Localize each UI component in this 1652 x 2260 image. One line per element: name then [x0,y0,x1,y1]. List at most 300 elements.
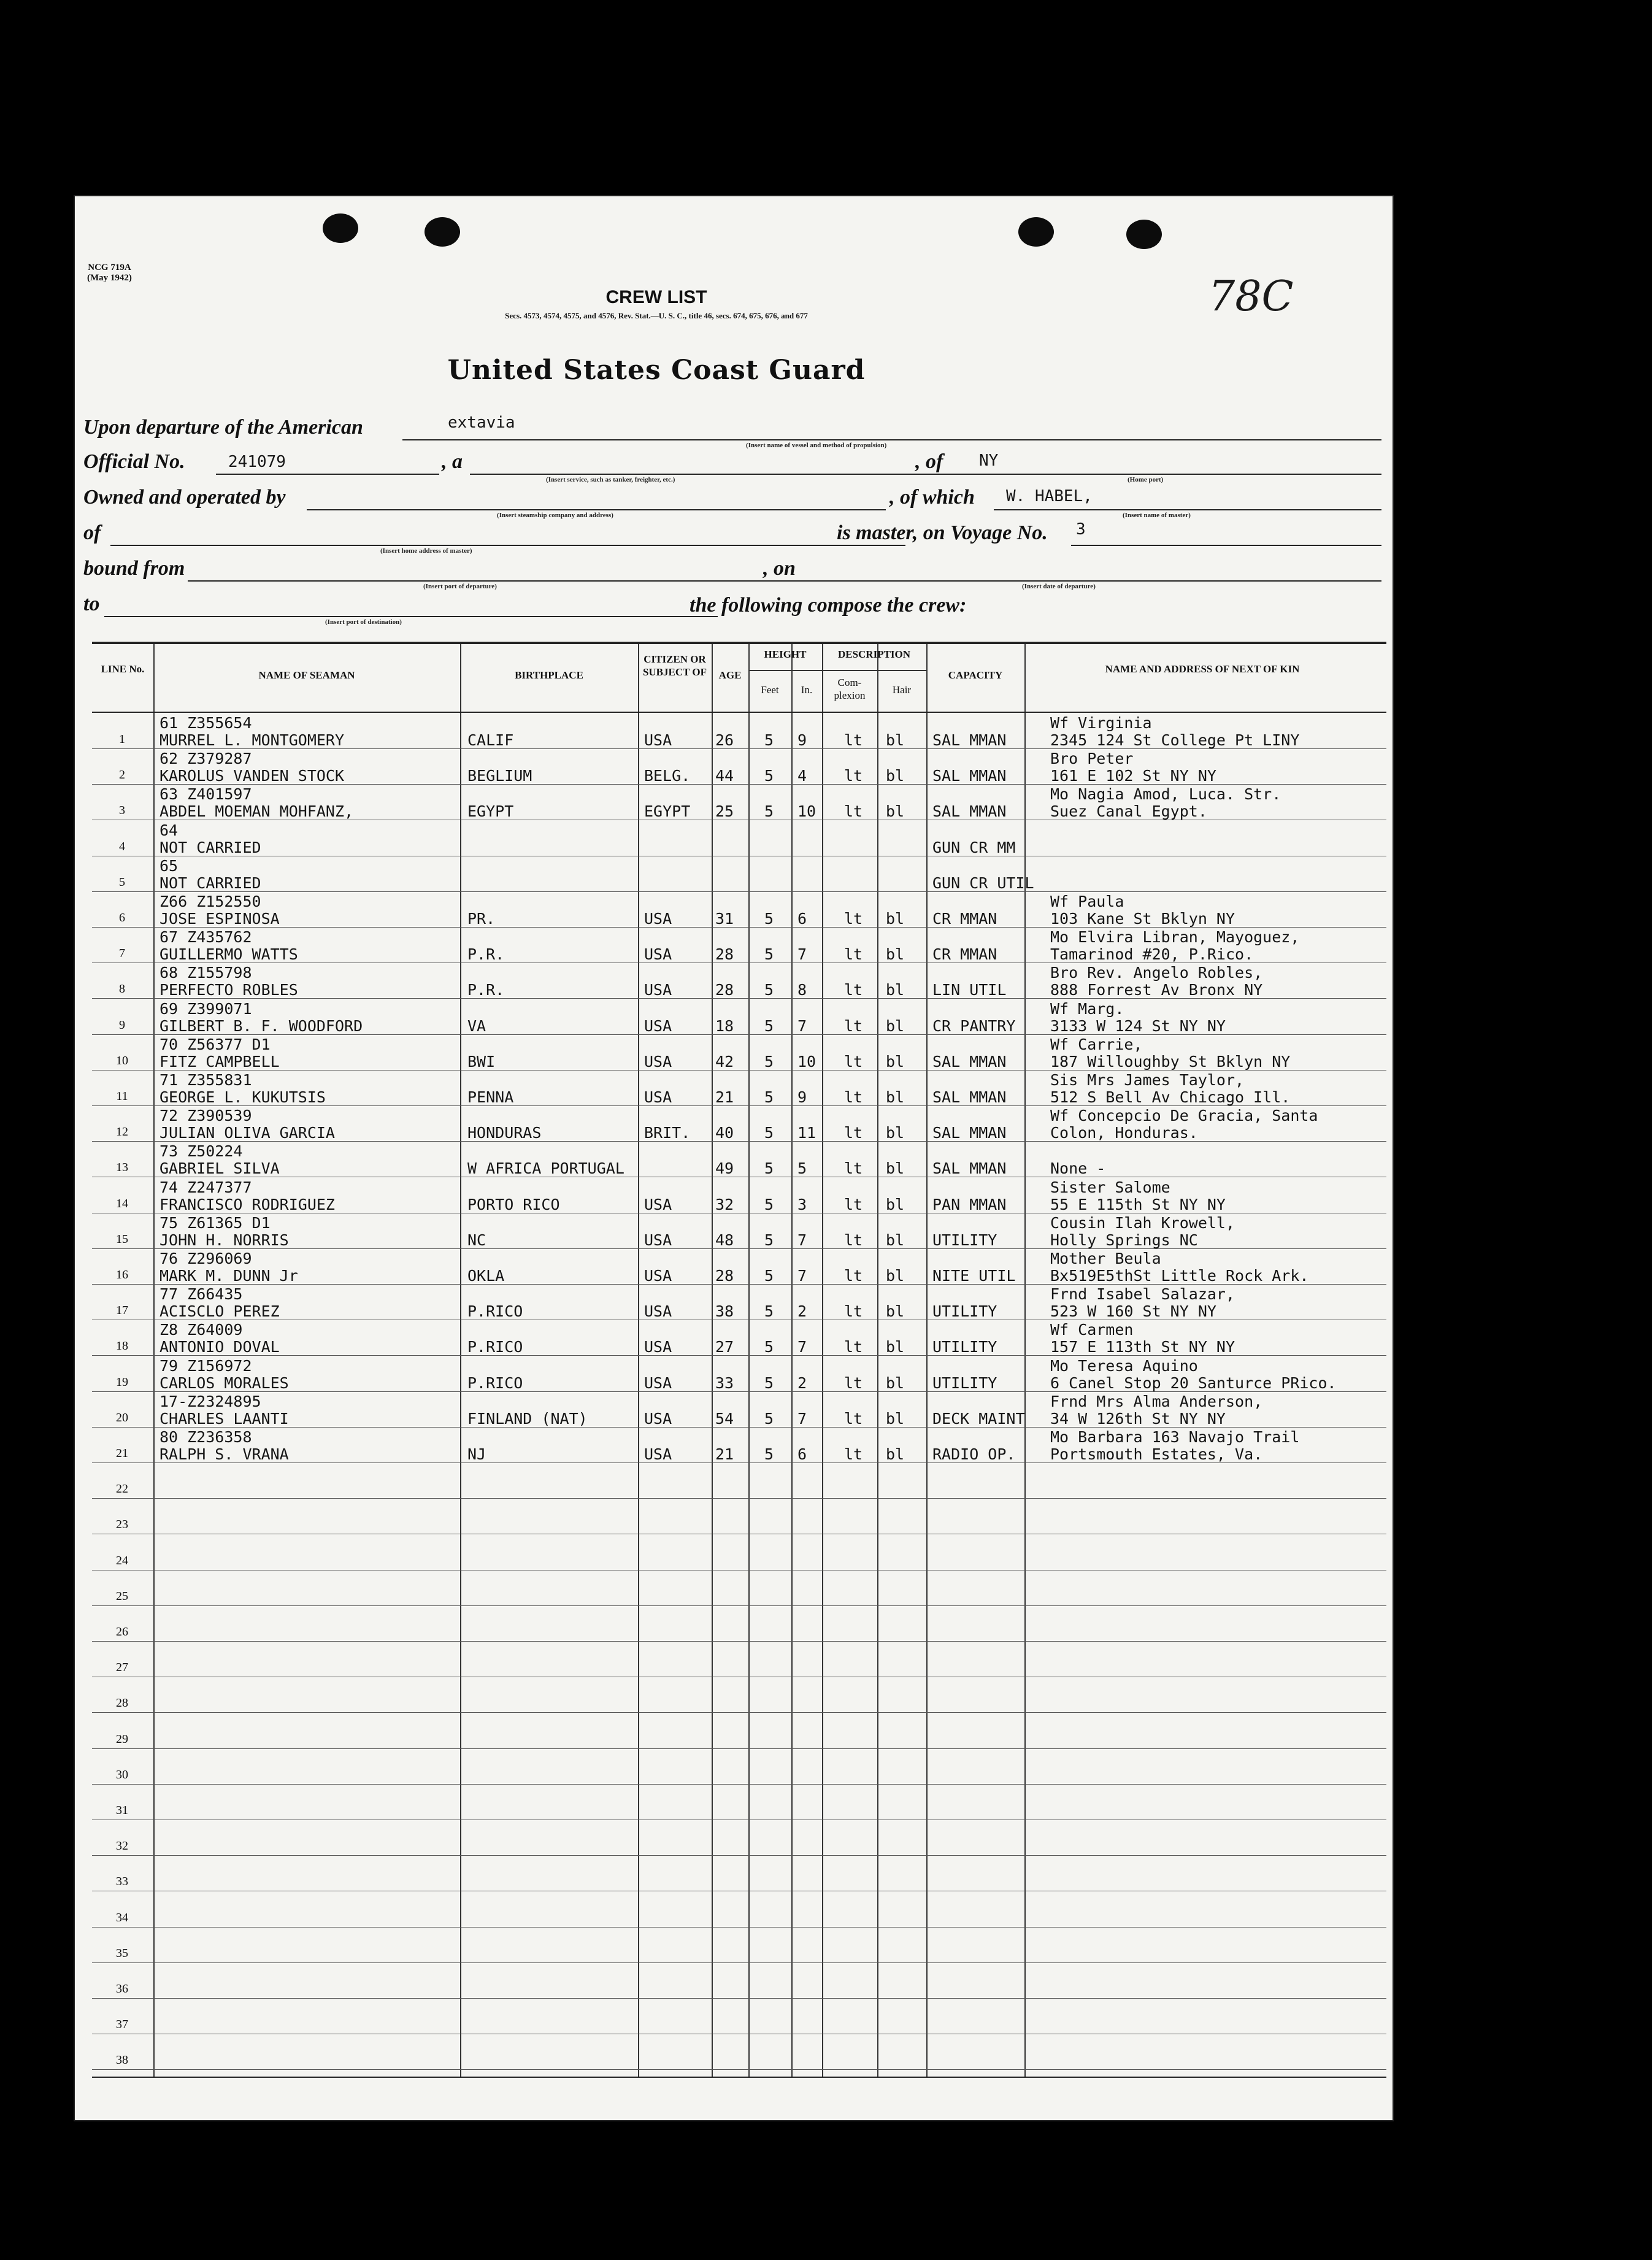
vessel-name: extavia [448,413,515,432]
seaman-name: GEORGE L. KUKUTSIS [159,1088,326,1106]
age: 28 [715,945,734,964]
line-number: 25 [116,1589,128,1603]
kin-address: Tamarinod #20, P.Rico. [1050,945,1254,964]
crew-id: 72 Z390539 [159,1107,252,1125]
birthplace: P.RICO [467,1338,523,1356]
citizen: USA [644,731,672,749]
table-row [92,1927,1386,1963]
capacity: DECK MAINT [932,1409,1025,1428]
crew-id: 69 Z399071 [159,999,252,1018]
birthplace: EGYPT [467,802,514,821]
kin-address: 103 Kane St Bklyn NY [1050,910,1235,928]
kin-address: 6 Canel Stop 20 Santurce PRico. [1050,1374,1337,1392]
height-feet: 5 [764,1052,774,1070]
hdr-description: DESCRIPTION [837,648,911,660]
line-number: 28 [116,1696,128,1710]
home-port: NY [979,452,999,470]
vessel-line [402,439,1381,440]
kin-name: Wf Carrie, [1050,1035,1143,1053]
complexion: lt [844,1231,863,1249]
line-number: 12 [116,1125,128,1139]
line-number: 37 [116,2018,128,2032]
kin-address: 523 W 160 St NY NY [1050,1302,1216,1321]
birthplace: BEGLIUM [467,767,532,785]
hair: bl [886,1445,905,1463]
table-row [92,891,1386,928]
of-which-label: , of which [889,486,975,509]
seaman-name: CARLOS MORALES [159,1374,289,1392]
table-row [92,1213,1386,1249]
seaman-name: PERFECTO ROBLES [159,981,298,999]
citizen: USA [644,981,672,999]
line-number: 19 [116,1375,128,1389]
crew-id: 17-Z2324895 [159,1392,261,1410]
capacity: GUN CR UTIL [932,874,1034,892]
birthplace: PENNA [467,1088,514,1106]
height-inches: 10 [797,802,816,821]
capacity: SAL MMAN [932,767,1007,785]
complexion: lt [844,981,863,999]
line-number: 31 [116,1804,128,1817]
complexion: lt [844,1409,863,1428]
hdr-complexion: Com- plexion [834,677,866,701]
age: 25 [715,802,734,821]
kin-address: 187 Willoughby St Bklyn NY [1050,1052,1291,1070]
line-number: 29 [116,1732,128,1746]
line-number: 26 [116,1625,128,1639]
height-feet: 5 [764,731,774,749]
height-inches: 3 [797,1195,807,1213]
hdr-name: NAME OF SEAMAN [258,669,355,681]
birthplace: P.RICO [467,1374,523,1392]
complexion: lt [844,1374,863,1392]
height-feet: 5 [764,1374,774,1392]
table-row [92,1641,1386,1677]
master-address-line [110,545,905,546]
table-row [92,1034,1386,1070]
hdr-feet: Feet [761,684,779,696]
table-row [92,1498,1386,1534]
capacity: CR PANTRY [932,1017,1016,1035]
table-row [92,1784,1386,1820]
height-feet: 5 [764,945,774,964]
crew-id: 63 Z401597 [159,785,252,804]
crew-id: 65 [159,856,179,875]
departure-port-line [188,580,837,582]
height-feet: 5 [764,981,774,999]
birthplace: NJ [467,1445,486,1463]
is-master-label: is master, on Voyage No. [837,521,1048,544]
citizen: USA [644,1374,672,1392]
table-row [92,1605,1386,1642]
seaman-name: NOT CARRIED [159,874,261,892]
capacity: NITE UTIL [932,1267,1016,1285]
table-row [92,1177,1386,1213]
line-number: 10 [116,1053,128,1067]
table-row [92,927,1386,963]
punch-hole [425,217,460,247]
kin-name: Bro Rev. Angelo Robles, [1050,964,1263,982]
citizen: USA [644,1195,672,1213]
hair: bl [886,910,905,928]
service-line [470,474,977,475]
complexion: lt [844,1445,863,1463]
company-line [307,509,886,510]
line-number: 2 [119,768,125,782]
crew-id: 76 Z296069 [159,1250,252,1267]
hair: bl [886,1159,905,1178]
table-row [92,1677,1386,1713]
hair: bl [886,1231,905,1249]
line-number: 32 [116,1839,128,1853]
complexion: lt [844,1195,863,1213]
age: 21 [715,1445,734,1463]
punch-hole [323,213,358,243]
form-number: NCG 719A [88,263,131,272]
kin-name: Mo Barbara 163 Navajo Trail [1050,1428,1300,1446]
citizen: USA [644,1445,672,1463]
line-number: 22 [116,1482,128,1496]
birthplace: NC [467,1231,486,1249]
line-number: 13 [116,1161,128,1175]
table-row [92,1534,1386,1570]
birthplace: P.R. [467,945,505,964]
capacity: RADIO OP. [932,1445,1016,1463]
age: 31 [715,910,734,928]
height-inches: 9 [797,731,807,749]
crew-id: 73 Z50224 [159,1142,243,1161]
master-line [994,509,1381,510]
birthplace: CALIF [467,731,514,749]
kin-name: Sister Salome [1050,1178,1170,1196]
seaman-name: JOSE ESPINOSA [159,910,280,928]
company-hint: (Insert steamship company and address) [497,512,613,519]
capacity: SAL MMAN [932,731,1007,749]
height-divider [748,670,822,671]
agency-name: United States Coast Guard [447,355,866,386]
line-number: 35 [116,1946,128,1960]
seaman-name: GABRIEL SILVA [159,1159,280,1178]
table-row [92,1713,1386,1749]
table-row [92,784,1386,820]
citizen: USA [644,1409,672,1428]
document-title: CREW LIST [605,287,707,307]
table-row [92,1356,1386,1392]
voyage-line [1071,545,1381,546]
table-row [92,2034,1386,2070]
hdr-line-no: LINE No. [101,663,145,675]
table-row [92,999,1386,1035]
birthplace: BWI [467,1052,496,1070]
to-label: to [83,593,100,615]
master-address-hint: (Insert home address of master) [380,547,472,555]
line-number: 23 [116,1518,128,1532]
citizen: USA [644,1017,672,1035]
table-row [92,748,1386,785]
height-inches: 5 [797,1159,807,1178]
height-inches: 8 [797,981,807,999]
height-feet: 5 [764,802,774,821]
kin-name: Wf Paula [1050,893,1124,910]
capacity: LIN UTIL [932,981,1007,999]
complexion: lt [844,910,863,928]
birthplace: VA [467,1017,486,1035]
height-inches: 7 [797,1338,807,1356]
complexion: lt [844,731,863,749]
table-row [92,1284,1386,1320]
height-feet: 5 [764,1124,774,1142]
height-feet: 5 [764,910,774,928]
complexion: lt [844,767,863,785]
birthplace: P.RICO [467,1302,523,1321]
departure-port-hint: (Insert port of departure) [423,583,497,590]
form-number-block [87,263,132,283]
citizen: USA [644,1267,672,1285]
height-inches: 7 [797,1017,807,1035]
kin-address: None - [1050,1159,1106,1178]
line-number: 6 [119,911,125,924]
hdr-age: AGE [718,669,742,681]
hair: bl [886,731,905,749]
capacity: SAL MMAN [932,1088,1007,1106]
crew-id: Z8 Z64009 [159,1321,243,1339]
seaman-name: NOT CARRIED [159,838,261,856]
hair: bl [886,1302,905,1321]
height-feet: 5 [764,1445,774,1463]
description-divider [822,670,926,671]
height-feet: 5 [764,1338,774,1356]
age: 54 [715,1409,734,1428]
line-number: 7 [119,947,125,961]
hair: bl [886,1267,905,1285]
age: 38 [715,1302,734,1321]
line-number: 30 [116,1767,128,1781]
kin-name: Sis Mrs James Taylor, [1050,1071,1245,1089]
citizen: USA [644,1052,672,1070]
kin-name: Mo Elvira Libran, Mayoguez, [1050,928,1300,947]
form-date: (May 1942) [87,273,132,283]
kin-address: 3133 W 124 St NY NY [1050,1017,1226,1035]
line-number: 38 [116,2053,128,2067]
table-row [92,1391,1386,1428]
capacity: CR MMAN [932,945,997,964]
complexion: lt [844,945,863,964]
kin-address: 161 E 102 St NY NY [1050,767,1216,785]
age: 32 [715,1195,734,1213]
table-row [92,1141,1386,1177]
citizen: BRIT. [644,1124,691,1142]
crew-id: Z66 Z152550 [159,893,261,910]
table-row [92,856,1386,892]
height-inches: 7 [797,1231,807,1249]
birthplace: P.R. [467,981,505,999]
table-row [92,820,1386,856]
age: 48 [715,1231,734,1249]
hair: bl [886,802,905,821]
capacity: SAL MMAN [932,1124,1007,1142]
master-hint: (Insert name of master) [1123,512,1191,519]
hair: bl [886,767,905,785]
kin-address: 888 Forrest Av Bronx NY [1050,981,1263,999]
line-number: 21 [116,1447,128,1460]
age: 40 [715,1124,734,1142]
crew-id: 75 Z61365 D1 [159,1213,271,1232]
kin-name: Mother Beula [1050,1250,1161,1267]
destination-line [104,616,718,617]
of2-label: of [83,521,101,544]
hdr-hair: Hair [892,684,912,696]
capacity: UTILITY [932,1231,997,1249]
hair: bl [886,1017,905,1035]
table-row [92,1320,1386,1356]
hair: bl [886,981,905,999]
table-row [92,713,1386,749]
capacity: SAL MMAN [932,802,1007,821]
height-inches: 7 [797,945,807,964]
line-number: 5 [119,875,125,889]
line-number: 8 [119,982,125,996]
complexion: lt [844,1124,863,1142]
capacity: PAN MMAN [932,1195,1007,1213]
height-feet: 5 [764,767,774,785]
kin-address: 512 S Bell Av Chicago Ill. [1050,1088,1291,1106]
departure-date-line [810,580,1381,582]
height-inches: 2 [797,1374,807,1392]
table-row [92,1070,1386,1106]
height-inches: 7 [797,1267,807,1285]
seaman-name: CHARLES LAANTI [159,1409,289,1428]
crew-id: 79 Z156972 [159,1356,252,1375]
table-row [92,1998,1386,2034]
hair: bl [886,1195,905,1213]
hdr-capacity: CAPACITY [948,669,1003,681]
age: 42 [715,1052,734,1070]
capacity: UTILITY [932,1302,997,1321]
crew-id: 74 Z247377 [159,1178,252,1196]
line-number: 20 [116,1410,128,1424]
line-number: 11 [116,1090,128,1103]
birthplace: OKLA [467,1267,505,1285]
birthplace: PORTO RICO [467,1195,560,1213]
crew-table [92,642,1386,2078]
birthplace: PR. [467,910,496,928]
height-feet: 5 [764,1017,774,1035]
page-number: 78C [1208,272,1294,321]
seaman-name: JOHN H. NORRIS [159,1231,289,1249]
departure-date-hint: (Insert date of departure) [1022,583,1096,590]
capacity: CR MMAN [932,910,997,928]
crew-id: 71 Z355831 [159,1071,252,1089]
kin-name: Wf Concepcio De Gracia, Santa [1050,1107,1318,1125]
crew-id: 67 Z435762 [159,928,252,947]
complexion: lt [844,1052,863,1070]
capacity: UTILITY [932,1374,997,1392]
kin-name: Wf Virginia [1050,714,1152,732]
table-row [92,1462,1386,1499]
seaman-name: JULIAN OLIVA GARCIA [159,1124,335,1142]
kin-address: 34 W 126th St NY NY [1050,1409,1226,1428]
kin-address: 2345 124 St College Pt LINY [1050,731,1300,749]
hair: bl [886,1409,905,1428]
kin-name: Mo Nagia Amod, Luca. Str. [1050,785,1281,804]
capacity: UTILITY [932,1338,997,1356]
height-feet: 5 [764,1302,774,1321]
line-number: 34 [116,1910,128,1924]
height-feet: 5 [764,1088,774,1106]
seaman-name: MARK M. DUNN Jr [159,1267,298,1285]
hdr-height: HEIGHT [764,648,807,660]
hair: bl [886,1374,905,1392]
citizen: BELG. [644,767,691,785]
height-inches: 2 [797,1302,807,1321]
line-number: 33 [116,1875,128,1889]
seaman-name: GUILLERMO WATTS [159,945,298,964]
age: 28 [715,981,734,999]
seaman-name: ABDEL MOEMAN MOHFANZ, [159,802,354,821]
owned-label: Owned and operated by [83,486,286,509]
hair: bl [886,945,905,964]
home-port-line [957,474,1381,475]
hair: bl [886,1338,905,1356]
citizen: USA [644,1231,672,1249]
home-port-hint: (Home port) [1128,476,1164,483]
crew-id: 80 Z236358 [159,1428,252,1446]
line-number: 1 [119,732,125,746]
age: 44 [715,767,734,785]
height-feet: 5 [764,1195,774,1213]
kin-address: Bx519E5thSt Little Rock Ark. [1050,1267,1309,1285]
age: 18 [715,1017,734,1035]
birthplace: W AFRICA PORTUGAL [467,1159,624,1178]
citizen: USA [644,910,672,928]
line-number: 27 [116,1661,128,1675]
table-header [92,644,1386,713]
kin-name: Wf Carmen [1050,1321,1134,1339]
seaman-name: ANTONIO DOVAL [159,1338,280,1356]
line-number: 24 [116,1553,128,1567]
kin-address: Holly Springs NC [1050,1231,1198,1249]
crew-id: 61 Z355654 [159,714,252,732]
kin-name: Cousin Ilah Krowell, [1050,1213,1235,1232]
bound-from-label: bound from [83,557,185,580]
compose-label: the following compose the crew: [690,594,967,617]
seaman-name: KAROLUS VANDEN STOCK [159,767,345,785]
kin-name: Wf Marg. [1050,999,1124,1018]
height-inches: 9 [797,1088,807,1106]
kin-address: 157 E 113th St NY NY [1050,1338,1235,1356]
line-number: 4 [119,839,125,853]
height-inches: 6 [797,1445,807,1463]
kin-address: Suez Canal Egypt. [1050,802,1207,821]
line-number: 18 [116,1339,128,1353]
hdr-citizen: CITIZEN OR SUBJECT OF [642,653,707,678]
destination-hint: (Insert port of destination) [325,618,402,626]
seaman-name: FITZ CAMPBELL [159,1052,280,1070]
citizen: USA [644,1302,672,1321]
master-name: W. HABEL, [1006,487,1093,505]
seaman-name: RALPH S. VRANA [159,1445,289,1463]
official-no: 241079 [228,453,286,471]
complexion: lt [844,1302,863,1321]
on-label: , on [763,557,796,580]
hair: bl [886,1052,905,1070]
height-inches: 7 [797,1409,807,1428]
age: 33 [715,1374,734,1392]
official-no-label: Official No. [83,450,185,473]
seaman-name: MURREL L. MONTGOMERY [159,731,345,749]
table-row [92,1891,1386,1928]
height-inches: 11 [797,1124,816,1142]
